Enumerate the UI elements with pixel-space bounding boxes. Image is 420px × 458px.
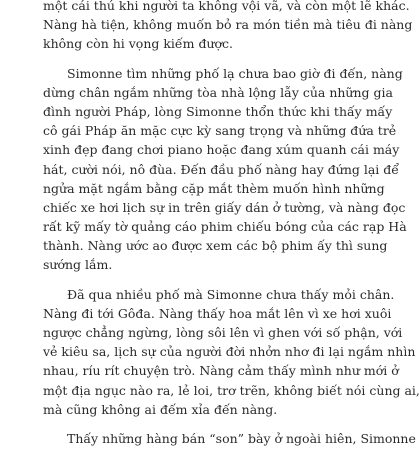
body-text xyxy=(43,0,420,458)
text-line: dừng chân ngắm những tòa nhà lộng lẫy của những gia xyxy=(43,84,393,100)
paragraph-3 xyxy=(43,429,416,448)
text-line: một địa ngục nào ra, lẻ loi, trơ trẽn, không biết nói cùng ai, xyxy=(43,382,420,398)
text-line: chiếc xe hơi lịch sự in trên giấy dán ở tường, và nàng đọc xyxy=(43,199,406,215)
text-line: Nàng đi tới Gôđa. Nàng thấy hoa mắt lên vì xe hơi xuôi xyxy=(43,305,392,321)
text-line: hát, cười nói, nô đùa. Đến đầu phố nàng hay đứng lại để xyxy=(43,161,399,177)
text-line: thành. Nàng ước ao được xem các bộ phim ấy thì sung xyxy=(43,238,388,254)
text-line: ngược chẳng ngừng, lòng sôi lên vì ghen với số phận, với xyxy=(43,325,403,340)
paragraph-0 xyxy=(43,0,413,54)
text-line: đình người Pháp, lòng Simonne thổn thức khi thấy mấy xyxy=(43,103,393,119)
text-line: nhau, ríu rít chuyện trò. Nàng cảm thấy mình như mới ở xyxy=(43,363,399,379)
text-line: Thấy những hàng bán “son” bày ở ngoài hiên, Simonne xyxy=(67,430,416,446)
text-line: Simonne tìm những phố lạ chưa bao giờ đi đến, nàng xyxy=(67,65,403,81)
text-line: sướng lắm. xyxy=(43,257,113,273)
text-line: vẻ kiêu sa, lịch sự của người đời nhởn nhơ đi lại ngắm nhìn xyxy=(43,344,416,360)
text-line: một cái thú khi người ta không vội vã, và còn một lẽ khác. xyxy=(43,0,410,13)
paragraph-2 xyxy=(43,285,420,419)
text-line: Nàng hà tiện, không muốn bỏ ra món tiền mà tiêu đi nàng xyxy=(43,17,413,33)
text-line: ngửa mặt ngắm bằng cặp mắt thèm muốn hình những xyxy=(43,180,385,196)
text-line: không còn hi vọng kiếm được. xyxy=(43,36,234,52)
text-line: xinh đẹp đang chơi piano hoặc đang xúm quanh cái máy xyxy=(43,142,400,158)
text-line: mà cũng không ai đếm xỉa đến nàng. xyxy=(43,401,278,417)
text-line: cô gái Pháp ăn mặc cực kỳ sang trọng và những đứa trẻ xyxy=(43,123,397,139)
paragraph-1 xyxy=(43,64,407,275)
text-line: rất kỹ mấy tờ quảng cáo phim chiếu bóng của các rạp Hà xyxy=(43,219,407,235)
text-line: Đã qua nhiều phố mà Simonne chưa thấy mỏi chân. xyxy=(67,286,395,302)
